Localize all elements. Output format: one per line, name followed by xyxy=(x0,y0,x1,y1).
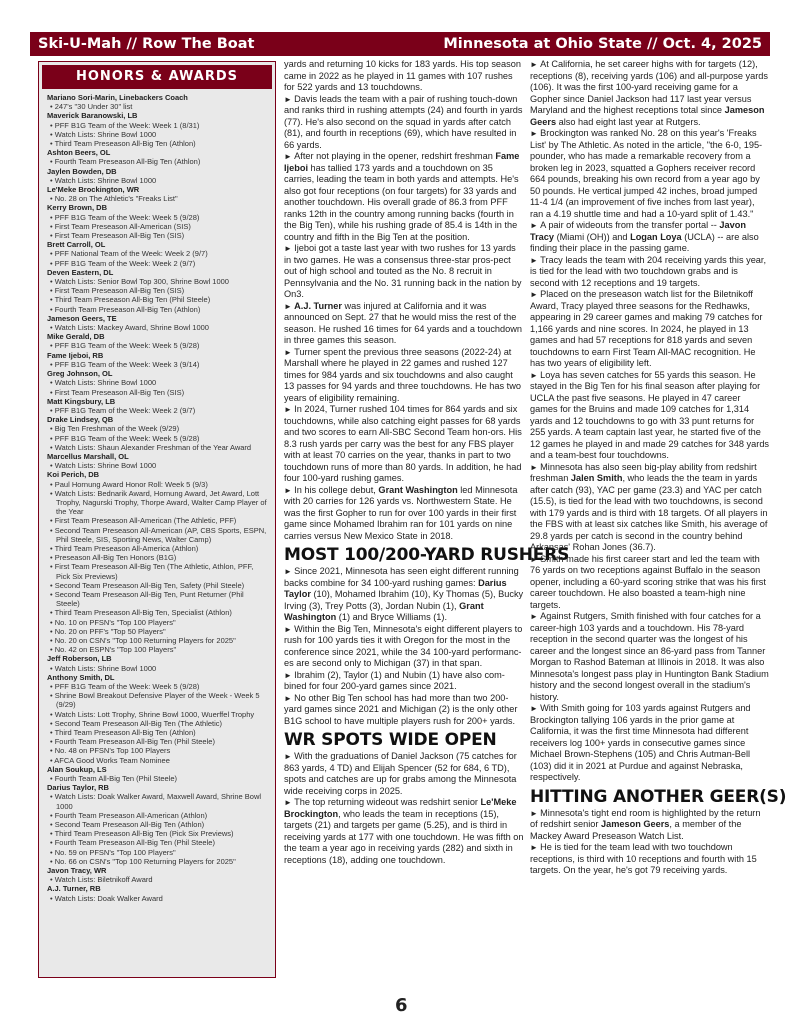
honor-item: • PFF B1G Team of the Week: Week 2 (9/7) xyxy=(47,406,269,415)
paragraph: ► With the graduations of Daniel Jackson (75 catches for 863 yards, 4 TD) and Elijah Spencer (52 for 684, 6 TD), spots and catches are up for grabs among the Minnesota wide receiving corps in 2025. xyxy=(284,751,524,797)
honor-item: • First Team Preseason All-Big Ten (The Athletic, Athlon, PFF, Pick Six Previews) xyxy=(47,562,269,580)
paragraph: ► The top returning wideout was redshirt senior Le'Meke Brockington, who leads the team in receptions (15), targets (21) and targets per game (5.25), and is third in receiving yards at 177 with one touchdown. He was fifth on the team a year ago in receiving yards (282) and sixth in receptions (18), adding one touchdown. xyxy=(284,797,524,866)
honor-item: • No. 20 on PFF's "Top 50 Players" xyxy=(47,627,269,636)
paragraph: ► At California, he set career highs with for targets (12), receptions (8), receiving yards (106) and all-purpose yards (106). It was the first 100-yard receiving game for a Gopher since Daniel Jackson had 117 last year versus Maryland and the highest receptions total since Jameson Geers also had eight last year at Rutgers. xyxy=(530,59,770,128)
honor-item: • Third Team Preseason All-Big Ten (Pick Six Previews) xyxy=(47,829,269,838)
honor-item: • Second Team Preseason All-Big Ten, Punt Returner (Phil Steele) xyxy=(47,590,269,608)
honor-entry xyxy=(39,93,275,111)
honor-player-name: Koi Perich, DB xyxy=(47,470,100,480)
honor-entry xyxy=(39,673,275,765)
player-name: Jameson Geers xyxy=(600,819,670,829)
header-right-title: Minnesota at Ohio State // Oct. 4, 2025 xyxy=(443,36,762,52)
paragraph: ► Within the Big Ten, Minnesota's eight different players to rush for 100 yards ties it with Oregon for the most in the conference since 2021, while the 34 100-yard performanc-es are second only to Michigan (37) in that span. xyxy=(284,624,524,670)
honor-item: • No. 10 on PFSN's "Top 100 Players" xyxy=(47,618,269,627)
section-heading-rushers: MOST 100/200-YARD RUSHERS xyxy=(284,545,570,565)
honor-player-name: Kerry Brown, DB xyxy=(47,203,108,213)
player-name: Javon Tracy xyxy=(530,220,746,242)
honor-player-name: Drake Lindsey, QB xyxy=(47,415,114,425)
honor-entry xyxy=(39,654,275,672)
honor-item: • PFF B1G Team of the Week: Week 5 (9/28) xyxy=(47,434,269,443)
honor-player-name: Jameson Geers, TE xyxy=(47,313,117,323)
paragraph: ► Smith made his first career start and led the team with 76 yards on two receptions against Buffalo in the season opener, including a 60-yard scoring strike that was his first career touchdown. He also boasted a team-high nine targets. xyxy=(530,554,770,612)
honor-player-name: Brett Carroll, OL xyxy=(47,240,106,250)
paragraph: ► Minnesota has also seen big-play ability from redshirt freshman Jalen Smith, who leads the the team in yards after catch (93), YAC per game (23.3) and YAC per catch (15.5), is tied for the lead with two touchdowns, is second with 179 yards and is third with 18 targets. Of all players in the FBS with at least six catches like Smith, his average of 29.8 yards per catch is second in the country behind Arkansas' Rohan Jones (36.7). xyxy=(530,462,770,554)
honor-item: • Preseason All-Big Ten Honors (B1G) xyxy=(47,553,269,562)
honor-item: • Fourth Team Preseason All-Big Ten (Phil Steele) xyxy=(47,737,269,746)
honor-entry xyxy=(39,884,275,902)
paragraph: ► Ijeboi got a taste last year with two rushes for 13 yards in two games. He was a consensus three-star pros-pect out of high school and touted as the No. 8 recruit in Pennsylvania and the No. 31 running back in the nation by On3. xyxy=(284,243,524,301)
paragraph: ► In 2024, Turner rushed 104 times for 864 yards and six touchdowns, while also catching eight passes for 68 yards and two scores to earn All-SBC Second Team hon-ors. His 8.3 rush yards per carry was the best for any FBS player with at least 70 carries on the year, thanks in part to two touchdown runs of more than 80 yards. In addition, he had four 100-yard rushing games. xyxy=(284,404,524,485)
honor-item: • Fourth Team Preseason All-Big Ten (Athlon) xyxy=(47,157,269,166)
honor-item: • Shrine Bowl Breakout Defensive Player of the Week - Week 5 (9/29) xyxy=(47,691,269,709)
honor-item: • Watch Lists: Shrine Bowl 1000 xyxy=(47,461,269,470)
honor-entry xyxy=(39,351,275,369)
honor-item: • Fourth Team Preseason All-Big Ten (Phil Steele) xyxy=(47,838,269,847)
honor-item: • No. 59 on PFSN's "Top 100 Players" xyxy=(47,848,269,857)
honor-item: • Watch Lists: Shrine Bowl 1000 xyxy=(47,176,269,185)
player-name: Fame Ijeboi xyxy=(284,151,520,173)
paragraph: ► Against Rutgers, Smith finished with four catches for a career-high 103 yards and a touchdown. His 78-yard reception in the second quarter was the longest of his career and the longest since an 86-yard pass from Tanner Morgan to Rashod Bateman at Illinois in 2018. It was also Minnesota's longest pass play in Huntington Bank Stadium history and the second longest overall in the stadium's history. xyxy=(530,611,770,703)
honor-item: • Third Team Preseason All-Big Ten, Specialist (Athlon) xyxy=(47,608,269,617)
honor-item: • PFF B1G Team of the Week: Week 2 (9/7) xyxy=(47,259,269,268)
header-left-title: Ski-U-Mah // Row The Boat xyxy=(38,36,255,52)
honor-item: • Fourth Team Preseason All-Big Ten (Athlon) xyxy=(47,305,269,314)
honor-item: • No. 48 on PFSN's Top 100 Players xyxy=(47,746,269,755)
honor-entry xyxy=(39,866,275,884)
honor-item: • Third Team Preseason All-Big Ten (Athlon) xyxy=(47,139,269,148)
honor-item: • Watch Lists: Shrine Bowl 1000 xyxy=(47,130,269,139)
honor-player-name: Marcellus Marshall, OL xyxy=(47,451,129,461)
honor-item: • PFF National Team of the Week: Week 2 (9/7) xyxy=(47,249,269,258)
paragraph: ► Since 2021, Minnesota has seen eight different running backs combine for 34 100-yard rushing games: Darius Taylor (10), Mohamed Ibrahim (10), Ky Thomas (5), Bucky Irving (3), Trey Potts (3), Jordan Nubin (1), Grant Washington (1) and Bryce Williams (1). xyxy=(284,566,524,624)
honor-player-name: Mariano Sori-Marin, Linebackers Coach xyxy=(47,93,188,102)
honor-player-name: Mike Gerald, DB xyxy=(47,332,105,342)
honor-item: • PFF B1G Team of the Week: Week 5 (9/28) xyxy=(47,341,269,350)
paragraph: yards and returning 10 kicks for 183 yards. His top season came in 2022 as he played in 11 games with 107 rushes for 522 yards and 13 touchdowns. xyxy=(284,59,521,92)
honor-player-name: Javon Tracy, WR xyxy=(47,866,107,876)
honor-entry xyxy=(39,397,275,415)
player-name: Grant Washington xyxy=(378,484,458,495)
honor-item: • No. 20 on CSN's "Top 100 Returning Players for 2025" xyxy=(47,636,269,645)
paragraph: ► A.J. Turner was injured at California and it was announced on Sept. 27 that he would miss the rest of the season. He rushed 16 times for 64 yards and a touchdown in three games this season. xyxy=(284,301,524,347)
honor-item: • Big Ten Freshman of the Week (9/29) xyxy=(47,424,269,433)
honor-item: • Watch Lists: Doak Walker Award xyxy=(47,894,269,903)
honor-item: • Fourth Team All-Big Ten (Phil Steele) xyxy=(47,774,269,783)
player-name: Jalen Smith xyxy=(570,473,623,483)
honor-entry xyxy=(39,203,275,240)
honor-entry xyxy=(39,167,275,185)
honor-item: • PFF B1G Team of the Week: Week 3 (9/14) xyxy=(47,360,269,369)
honor-item: • Watch Lists: Doak Walker Award, Maxwell Award, Shrine Bowl 1000 xyxy=(47,792,269,810)
honor-entry xyxy=(39,240,275,268)
honor-item: • Fourth Team Preseason All-American (Athlon) xyxy=(47,811,269,820)
honor-entry xyxy=(39,470,275,654)
paragraph: ► Ibrahim (2), Taylor (1) and Nubin (1) have also com-bined for four 200-yard games since 2021. xyxy=(284,670,524,693)
player-name: Darius Taylor xyxy=(284,577,507,599)
player-name: A.J. Turner xyxy=(294,300,342,311)
paragraph: ► Turner spent the previous three seasons (2022-24) at Marshall where he played in 22 games and rushed 127 times for 984 yards and six touchdowns and also caught 13 passes for 94 yards and three touchdowns. He has two years of eligibility remaining. xyxy=(284,347,524,405)
honor-player-name: Maverick Baranowski, LB xyxy=(47,111,138,121)
honor-item: • First Team Preseason All-American (The Athletic, PFF) xyxy=(47,516,269,525)
player-name: Le'Meke Brockington xyxy=(284,797,517,819)
paragraph: ► Loya has seven catches for 55 yards this season. He stayed in the Big Ten for his final season after playing for UCLA the past five seasons. He played in 47 career games for the Bruins and made 109 catches for 1,314 yards and 12 touchdowns to go with 33 punt returns for 255 yards. A team captain last year, he started five of the 12 games he played in and made 29 catches for 348 yards and a team-best four touchdowns. xyxy=(530,370,770,462)
paragraph: ► Placed on the preseason watch list for the Biletnikoff Award, Tracy played three seasons for the Redhawks, appearing in 29 career games and making 79 catches for 1,166 yards and nine scores. In 2024, he played in 13 games and had 57 receptions for 818 yards and seven touchdowns to earn First Team All-MAC recognition. He has two years of eligibility left. xyxy=(530,289,770,370)
honor-item: • Second Team Preseason All-American (AP, CBS Sports, ESPN, Phil Steele, SIS, Sporting News, Walter Camp) xyxy=(47,526,269,544)
honor-item: • Watch Lists: Bednarik Award, Hornung Award, Jet Award, Lott Trophy, Nagurski Trophy, Thorpe Award, Walter Camp Player of the Year xyxy=(47,489,269,517)
honor-entry xyxy=(39,148,275,166)
honor-player-name: A.J. Turner, RB xyxy=(47,884,101,894)
page-header xyxy=(30,32,770,56)
section-heading-geers: HITTING ANOTHER GEER(S) xyxy=(530,786,787,807)
honor-entry xyxy=(39,314,275,332)
paragraph: ► Minnesota's tight end room is highlighted by the return of redshirt senior Jameson Geers, a member of the Mackey Award Preseason Watch List. xyxy=(530,808,770,843)
honor-item: • Third Team Preseason All-America (Athlon) xyxy=(47,544,269,553)
honor-item: • Watch Lists: Shrine Bowl 1000 xyxy=(47,378,269,387)
paragraph: ► With Smith going for 103 yards against Rutgers and Brockington tallying 106 yards in the prior game at California, it was the first time Minnesota had different receivers log 100+ yards in consecutive games since Michael Brown-Stephens (105) and Chris Autman-Bell (103) did it in 2021 at Purdue and against Nebraska, respectively. xyxy=(530,703,770,784)
honor-item: • Second Team Preseason All-Big Ten, Safety (Phil Steele) xyxy=(47,581,269,590)
paragraph: ► A pair of wideouts from the transfer portal -- Javon Tracy (Miami (OH)) and Logan Loya (UCLA) -- are also finding their place in the passing game. xyxy=(530,220,770,255)
honor-item: • Third Team Preseason All-Big Ten (Athlon) xyxy=(47,728,269,737)
honor-entry xyxy=(39,185,275,203)
honor-item: • Watch Lists: Shrine Bowl 1000 xyxy=(47,664,269,673)
honor-item: • Watch Lists: Shaun Alexander Freshman of the Year Award xyxy=(47,443,269,452)
honors-sidebar xyxy=(38,61,276,978)
honor-player-name: Ashton Beers, OL xyxy=(47,148,111,158)
honor-item: • First Team Preseason All-American (SIS) xyxy=(47,222,269,231)
honor-entry xyxy=(39,765,275,783)
honor-item: • Watch Lists: Mackey Award, Shrine Bowl 1000 xyxy=(47,323,269,332)
paragraph: ► He is tied for the team lead with two touchdown receptions, is third with 10 receptions and fourth with 15 targets. On the year, he's got 79 receiving yards. xyxy=(530,842,770,877)
honor-player-name: Jaylen Bowden, DB xyxy=(47,166,117,176)
honor-item: • 247's "30 Under 30" list xyxy=(47,102,269,111)
honor-entry xyxy=(39,369,275,397)
honor-entry xyxy=(39,111,275,148)
paragraph: ► No other Big Ten school has had more than two 200-yard games since 2021 and Michigan (2) is the only other B1G school to have multiple players rush for 200+ yards. xyxy=(284,693,524,728)
honor-player-name: Jeff Roberson, LB xyxy=(47,654,112,664)
article-column-2 xyxy=(530,59,787,877)
honor-item: • No. 42 on ESPN's "Top 100 Players" xyxy=(47,645,269,654)
honor-player-name: Greg Johnson, OL xyxy=(47,369,113,379)
honor-item: • Watch Lists: Lott Trophy, Shrine Bowl 1000, Wuerffel Trophy xyxy=(47,710,269,719)
paragraph: ► Davis leads the team with a pair of rushing touch-down and ranks third in rushing attempts (24) and fourth in yards (77). He's also second on the squad in yards after catch (81), and fourth in receptions (69), which have resulted in 66 yards. xyxy=(284,94,524,152)
honor-item: • Second Team Preseason All-Big Ten (The Athletic) xyxy=(47,719,269,728)
honor-entry xyxy=(39,783,275,866)
honor-player-name: Alan Soukup, LS xyxy=(47,764,107,774)
paragraph: ► Brockington was ranked No. 28 on this year's 'Freaks List' by The Athletic. As noted in the article, "the 6-0, 195-pounder, who has made a remarkable recovery from a broken leg in 2023, squatted a Gophers receiver record 664 pounds, breaking his own record from a year ago by 50 pounds. He vertical jumped 42 inches, broad jumped 11-4 1/4 (an improvement of five inches from last year), ran a 4.19 shuttle time and had a 10-yard split of 1.43." xyxy=(530,128,770,220)
honor-item: • PFF B1G Team of the Week: Week 5 (9/28) xyxy=(47,682,269,691)
honor-item: • No. 28 on The Athletic's "Freaks List" xyxy=(47,194,269,203)
honor-entry xyxy=(39,415,275,452)
paragraph: ► After not playing in the opener, redshirt freshman Fame Ijeboi has tallied 173 yards and a touchdown on 35 carries, leading the team in both yards and attempts. He's also got four receptions (on four targets) for 33 yards and another touchdown. His overall grade of 86.3 from PFF ranks 12th in the country among running backs (fourth in the Big Ten), while his rushing grade of 85.4 is 14th in the country and fifth in the Big Ten at the position. xyxy=(284,151,524,243)
player-name: Grant Washington xyxy=(284,600,484,622)
honor-item: • AFCA Good Works Team Nominee xyxy=(47,756,269,765)
paragraph: ► Tracy leads the team with 204 receiving yards this year, is tied for the lead with two touchdown grabs and is second with 12 receptions and 19 targets. xyxy=(530,255,770,290)
honor-player-name: Le'Meke Brockington, WR xyxy=(47,185,140,195)
honor-item: • Paul Hornung Award Honor Roll: Week 5 (9/3) xyxy=(47,480,269,489)
player-name: Jameson Geers xyxy=(530,105,765,127)
honor-item: • Third Team Preseason All-Big Ten (Phil Steele) xyxy=(47,295,269,304)
page-number: 6 xyxy=(395,995,408,1016)
honors-list xyxy=(39,93,275,903)
honors-title: HONORS & AWARDS xyxy=(42,65,272,89)
honor-player-name: Fame Ijeboi, RB xyxy=(47,350,104,360)
paragraph: ► In his college debut, Grant Washington led Minnesota with 20 carries for 126 yards vs. Northwestern State. He was the first Gopher to run for over 100 yards in their first game since Mohamed Ibrahim ran for 101 yards on nine carries versus New Mexico State in 2018. xyxy=(284,485,524,543)
honor-entry xyxy=(39,452,275,470)
player-name: Logan Loya xyxy=(630,231,682,242)
honor-player-name: Deven Eastern, DL xyxy=(47,267,114,277)
honor-item: • PFF B1G Team of the Week: Week 1 (8/31) xyxy=(47,121,269,130)
honor-item: • Watch Lists: Biletnikoff Award xyxy=(47,875,269,884)
section-heading-wr: WR SPOTS WIDE OPEN xyxy=(284,730,497,750)
honor-entry xyxy=(39,332,275,350)
honor-item: • Second Team Preseason All-Big Ten (Athlon) xyxy=(47,820,269,829)
honor-player-name: Matt Kingsbury, LB xyxy=(47,396,116,406)
honor-player-name: Darius Taylor, RB xyxy=(47,783,109,793)
honor-item: • First Team Preseason All-Big Ten (SIS) xyxy=(47,388,269,397)
honor-item: • First Team Preseason All-Big Ten (SIS) xyxy=(47,286,269,295)
honor-item: • Watch Lists: Senior Bowl Top 300, Shrine Bowl 1000 xyxy=(47,277,269,286)
honor-item: • First Team Preseason All-Big Ten (SIS) xyxy=(47,231,269,240)
honor-player-name: Anthony Smith, DL xyxy=(47,672,115,682)
article-column-1 xyxy=(284,59,570,866)
honor-entry xyxy=(39,268,275,314)
honor-item: • PFF B1G Team of the Week: Week 5 (9/28) xyxy=(47,213,269,222)
honor-item: • No. 66 on CSN's "Top 100 Returning Players for 2025" xyxy=(47,857,269,866)
